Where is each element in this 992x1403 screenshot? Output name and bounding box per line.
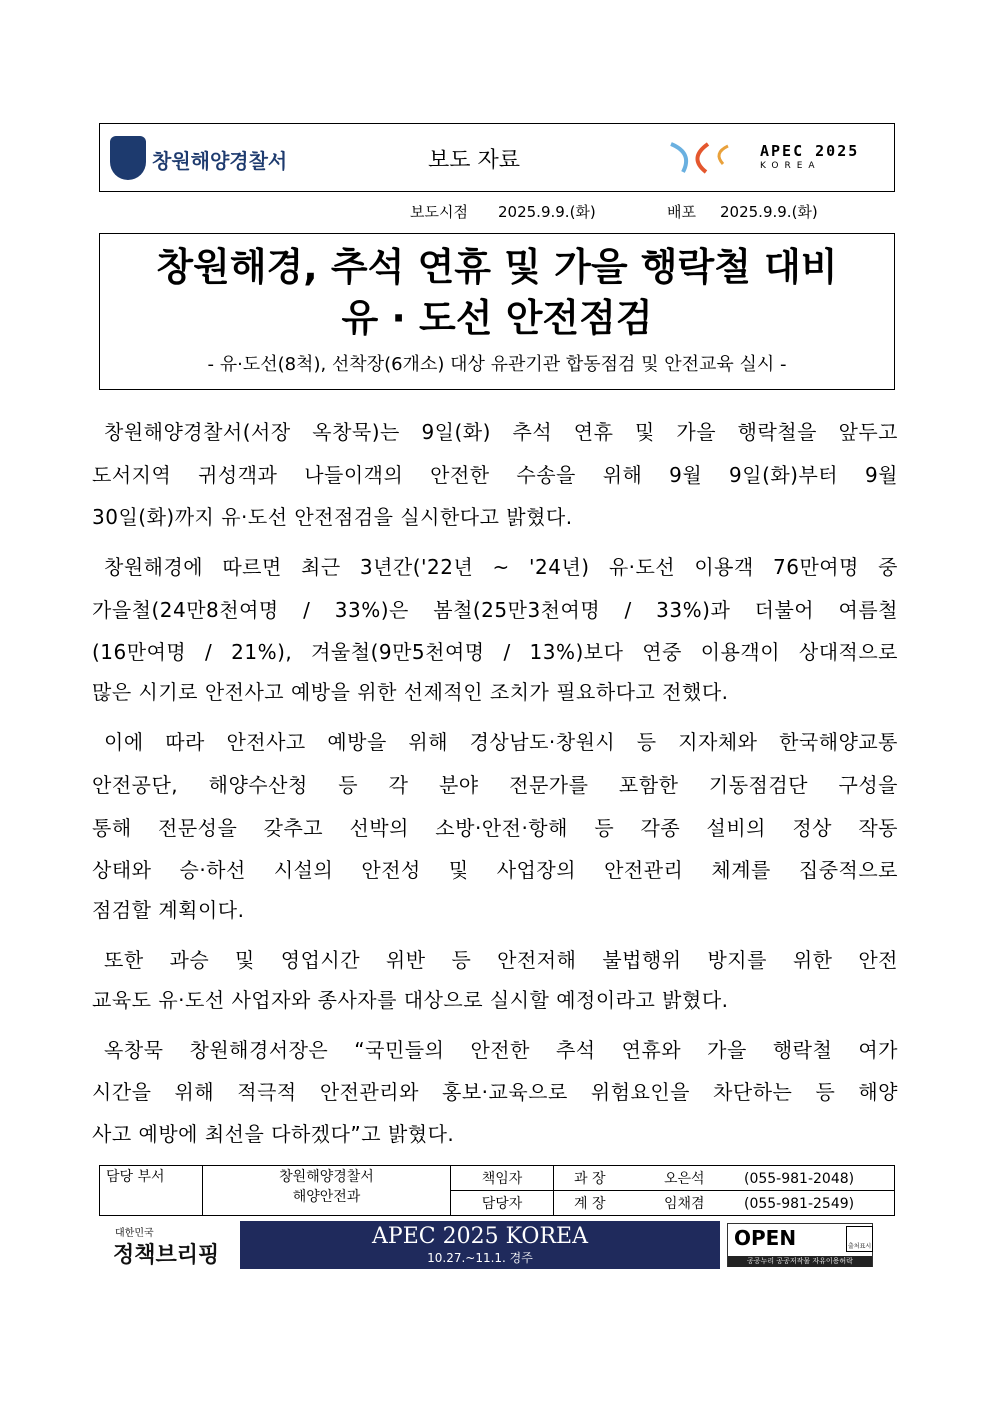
dist-date: 2025.9.9.(화) [720, 203, 818, 221]
kogl-open-badge[interactable] [727, 1223, 873, 1267]
banner-title: APEC 2025 KOREA [372, 1224, 588, 1249]
body-line: 시간을 위해 적극적 안전관리와 홍보·교육으로 위험요인을 차단하는 등 해양 [92, 1080, 898, 1104]
body-line: 가을철(24만8천여명 / 33%)은 봄철(25만3천여명 / 33%)과 더불어 여름철 [92, 598, 898, 622]
header-box [99, 123, 895, 192]
body-line: 통해 전문성을 갖추고 선박의 소방·안전·항해 등 각종 설비의 정상 작동 [92, 816, 898, 840]
briefing-logo[interactable]: 정책브리핑 [113, 1243, 220, 1268]
body-line: 30일(화)까지 유·도선 안전점검을 실시한다고 밝혔다. [92, 505, 573, 529]
body-line: 많은 시기로 안전사고 예방을 위한 선제적인 조치가 필요하다고 전했다. [92, 680, 729, 704]
org-name: 창원해양경찰서 [152, 149, 288, 173]
dept-name: 창원해양경찰서 해양안전과 [203, 1166, 451, 1216]
dist-label: 배포 [667, 203, 696, 221]
body-line: 또한 과승 및 영업시간 위반 등 안전저해 불법행위 방지를 위한 안전 [104, 948, 898, 972]
release-label: 보도시점 [410, 203, 468, 221]
apec-logo-sub: KOREA [760, 161, 821, 171]
apec-banner[interactable] [240, 1221, 720, 1269]
contact-detail: 계 장 임채겸 (055-981-2549) [554, 1191, 895, 1216]
body-line: 안전공단, 해양수산청 등 각 분야 전문가를 포함한 기동점검단 구성을 [92, 773, 898, 797]
title-box [99, 233, 895, 390]
body-line: 도서지역 귀성객과 나들이객의 안전한 수송을 위해 9월 9일(화)부터 9월 [92, 463, 898, 487]
release-date: 2025.9.9.(화) [498, 203, 596, 221]
title-line-2: 유 · 도선 안전점검 [341, 296, 653, 340]
coast-guard-emblem-icon [110, 136, 146, 180]
banner-dates: 10.27.~11.1. 경주 [427, 1251, 533, 1265]
apec-logo-icon [668, 138, 738, 176]
body-line: 창원해경에 따르면 최근 3년간('22년 ~ '24년) 유·도선 이용객 76만여명 중 [104, 555, 898, 579]
body-line: 점검할 계획이다. [92, 898, 245, 922]
contact-role: 책임자 [451, 1166, 554, 1191]
body-line: 창원해양경찰서(서장 옥창묵)는 9일(화) 추석 연휴 및 가을 행락철을 앞두고 [104, 420, 898, 444]
body-line: 교육도 유·도선 사업자와 종사자를 대상으로 실시할 예정이라고 밝혔다. [92, 988, 729, 1012]
apec-logo-text: APEC 2025 [760, 142, 860, 160]
attribution-icon: 출처표시 [846, 1226, 873, 1252]
contact-table [99, 1165, 895, 1216]
body-line: 상태와 승·하선 시설의 안전성 및 사업장의 안전관리 체계를 집중적으로 [92, 858, 898, 882]
contact-detail: 과 장 오은석 (055-981-2048) [554, 1166, 895, 1191]
title-line-1: 창원해경, 추석 연휴 및 가을 행락철 대비 [156, 245, 838, 289]
briefing-logo-small: 대한민국 [115, 1228, 154, 1239]
open-sub: 공공누리 공공저작물 자유이용허락 [728, 1256, 872, 1267]
subtitle: - 유·도선(8척), 선착장(6개소) 대상 유관기관 합동점검 및 안전교육 실시 - [207, 354, 787, 375]
body-line: (16만여명 / 21%), 겨울철(9만5천여명 / 13%)보다 연중 이용객이 상대적으로 [92, 640, 898, 664]
body-line: 옥창묵 창원해경서장은 “국민들의 안전한 추석 연휴와 가을 행락철 여가 [104, 1038, 898, 1062]
contact-role: 담당자 [451, 1191, 554, 1216]
doc-type: 보도 자료 [428, 148, 521, 173]
dept-label: 담당 부서 [100, 1166, 203, 1216]
open-label: OPEN [734, 1226, 797, 1250]
body-line: 사고 예방에 최선을 다하겠다”고 밝혔다. [92, 1122, 455, 1146]
body-line: 이에 따라 안전사고 예방을 위해 경상남도·창원시 등 지자체와 한국해양교통 [104, 730, 898, 754]
